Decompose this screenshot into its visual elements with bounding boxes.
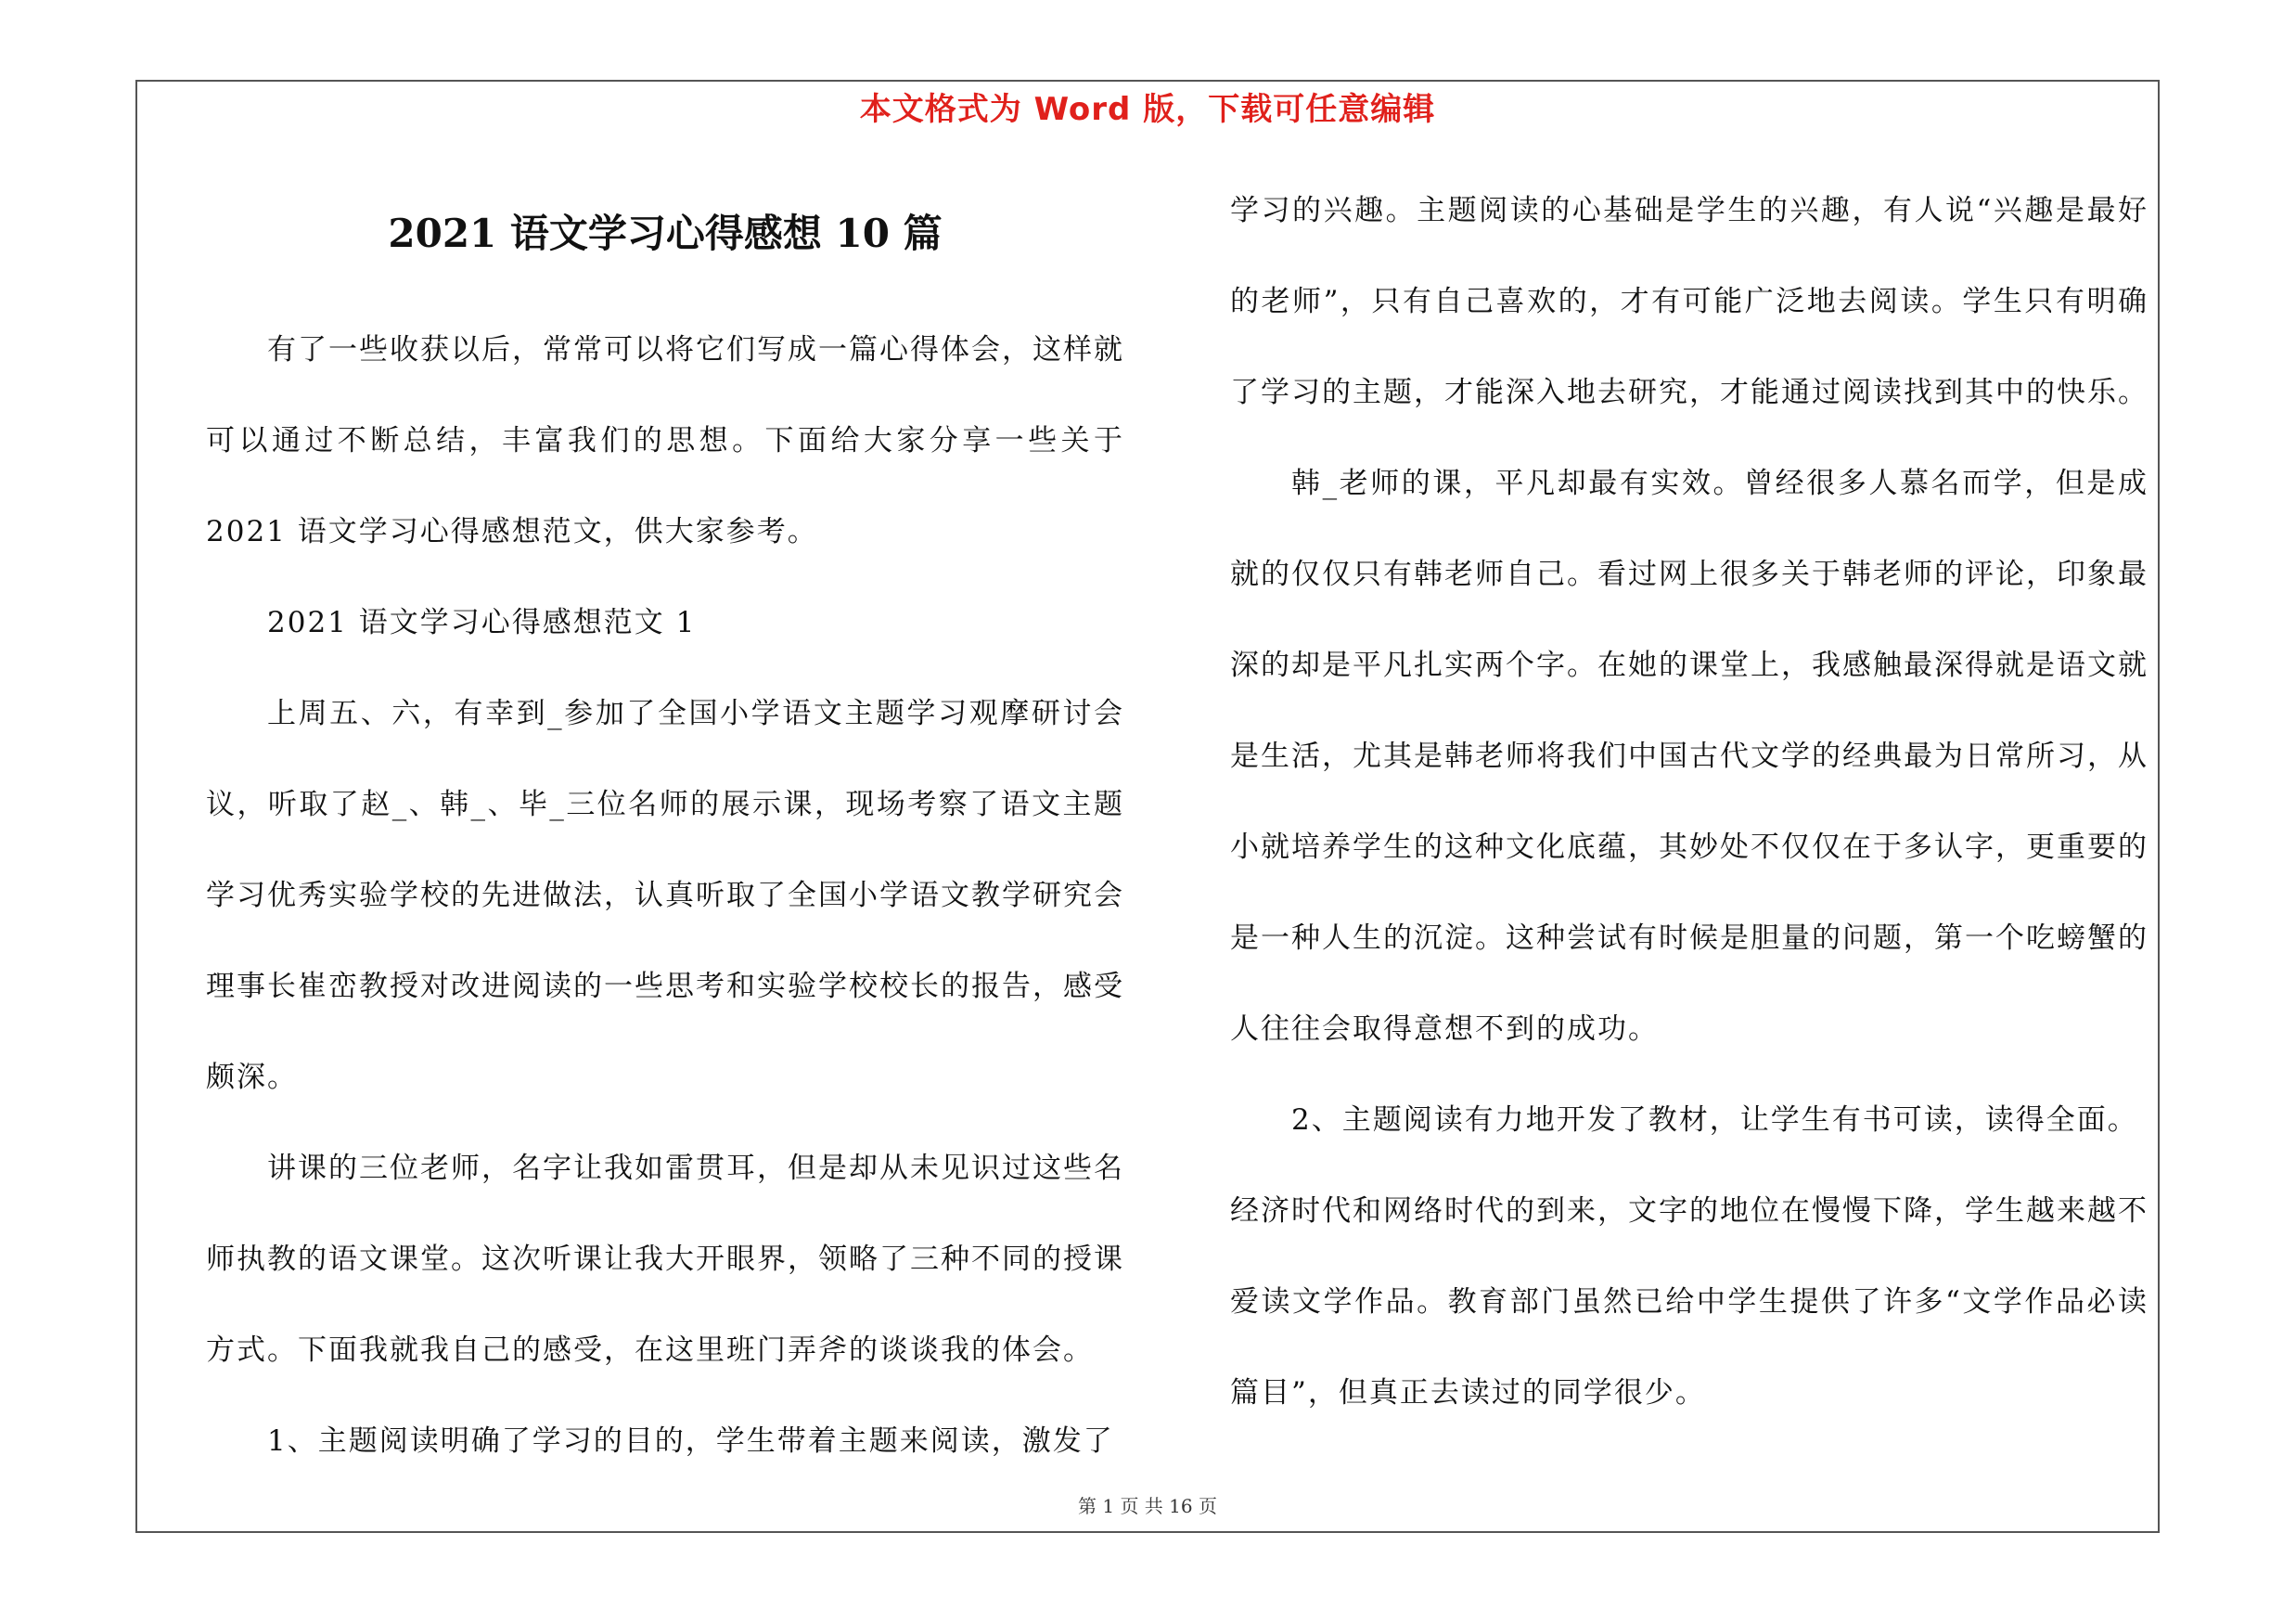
body-paragraph: 1、主题阅读明确了学习的目的，学生带着主题来阅读，激发了 [267,1424,1114,1458]
page-number-footer: 第 1 页 共 16 页 [1078,1495,1217,1517]
body-paragraph: 讲课的三位老师，名字让我如雷贯耳，但是却从未见识过这些名师执教的语文课堂。这次听课让我大开眼界，领略了三种不同的授课方式。下面我就我自己的感受，在这里班门弄斧的谈谈我的体会。 [206,1152,1124,1367]
body-paragraph: 韩_老师的课，平凡却最有实效。曾经很多人慕名而学，但是成就的仅仅只有韩老师自己。看过网上很多关于韩老师的评论，印象最深的却是平凡扎实两个字。在她的课堂上，我感触最深得就是语文就是生活，尤其是韩老师将我们中国古代文学的经典最为日常所习，从小就培养学生的这种文化底蕴，其妙处不仅仅在于多认字，更重要的是一种人生的沉淀。这种尝试有时候是胆量的问题，第一个吃螃蟹的人往往会取得意想不到的成功。 [1230,467,2148,1046]
intro-paragraph: 有了一些收获以后，常常可以将它们写成一篇心得体会，这样就可以通过不断总结，丰富我们的思想。下面给大家分享一些关于 2021 语文学习心得感想范文，供大家参考。 [206,333,1124,548]
body-paragraph: 经济时代和网络时代的到来，文字的地位在慢慢下降，学生越来越不爱读文学作品。教育部门虽然已给中学生提供了许多“文学作品必读篇目”，但真正去读过的同学很少。 [1230,1194,2148,1410]
body-paragraph: 上周五、六，有幸到_参加了全国小学语文主题学习观摩研讨会议，听取了赵_、韩_、毕_三位名师的展示课，现场考察了语文主题学习优秀实验学校的先进做法，认真听取了全国小学语文教学研究会理事长崔峦教授对改进阅读的一些思考和实验学校校长的报告，感受颇深。 [206,697,1124,1094]
word-format-banner: 本文格式为 Word 版，下载可任意编辑 [859,91,1436,128]
document-title: 2021 语文学习心得感想 10 篇 [388,211,943,256]
section-heading: 2021 语文学习心得感想范文 1 [267,606,697,639]
body-paragraph: 2、主题阅读有力地开发了教材，让学生有书可读，读得全面。 [1291,1103,2138,1137]
body-paragraph-continued: 学习的兴趣。主题阅读的心基础是学生的兴趣，有人说“兴趣是最好的老师”，只有自己喜欢的，才有可能广泛地去阅读。学生只有明确了学习的主题，才能深入地去研究，才能通过阅读找到其中的快乐。 [1230,194,2148,409]
